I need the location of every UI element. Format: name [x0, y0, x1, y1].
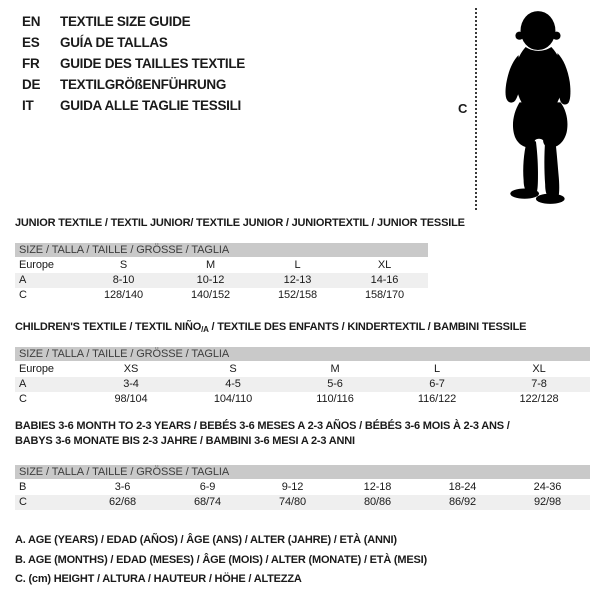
language-code: ES: [22, 35, 40, 50]
row-label: C: [19, 496, 27, 508]
language-title-list: [22, 11, 245, 116]
note-age-years: A. AGE (YEARS) / EDAD (AÑOS) / ÂGE (ANS) / ALTER (JAHRE) / ETÀ (ANNI): [15, 534, 397, 546]
table-row-age-years: [15, 377, 590, 392]
language-row-es: [22, 32, 245, 53]
table-cell: 62/68: [108, 496, 137, 508]
table-row-europe: [15, 362, 590, 377]
table-row-height: [15, 495, 590, 510]
table-cell: 92/98: [533, 496, 562, 508]
table-cell: 8-10: [112, 274, 135, 286]
table-row-europe: [15, 258, 428, 273]
table-cell: 3-4: [123, 378, 139, 390]
children-title-text: CHILDREN'S TEXTILE / TEXTIL NIÑO: [15, 321, 202, 333]
table-cell: 74/80: [278, 496, 307, 508]
height-measure-label: C: [458, 101, 468, 116]
table-cell: 12-18: [363, 481, 392, 493]
table-row-height: [15, 392, 590, 407]
table-cell: XL: [377, 259, 392, 271]
table-row-age-years: [15, 273, 428, 288]
guide-title-fr: GUIDE DES TAILLES TEXTILE: [60, 56, 246, 71]
legend-notes: [15, 531, 427, 590]
table-cell: 86/92: [448, 496, 477, 508]
row-label: C: [19, 289, 27, 301]
size-header-row: SIZE / TALLA / TAILLE / GRÖSSE / TAGLIA: [15, 465, 590, 479]
language-code: IT: [22, 98, 34, 113]
table-cell: S: [119, 259, 128, 271]
section-title-babies: [15, 419, 590, 449]
language-row-en: [22, 11, 245, 32]
table-cell: 128/140: [103, 289, 144, 301]
babies-size-table: [15, 465, 590, 510]
table-cell: 152/158: [277, 289, 318, 301]
language-row-de: [22, 74, 245, 95]
height-dotted-line: [475, 8, 477, 210]
guide-title-es: GUÍA DE TALLAS: [60, 35, 168, 50]
table-cell: M: [330, 363, 340, 375]
children-size-table: [15, 347, 590, 407]
row-label: Europe: [19, 259, 54, 271]
table-cell: XS: [123, 363, 139, 375]
guide-title-it: GUIDA ALLE TAGLIE TESSILI: [60, 98, 241, 113]
table-cell: 4-5: [225, 378, 241, 390]
table-cell: 116/122: [417, 393, 457, 405]
row-label: C: [19, 393, 27, 405]
table-cell: XL: [532, 363, 546, 375]
size-header-row: SIZE / TALLA / TAILLE / GRÖSSE / TAGLIA: [15, 243, 428, 257]
table-cell: 3-6: [114, 481, 131, 493]
table-row-height: [15, 288, 428, 303]
guide-title-en: TEXTILE SIZE GUIDE: [60, 14, 191, 29]
junior-size-table: [15, 243, 428, 303]
table-cell: 10-12: [196, 274, 225, 286]
table-cell: L: [433, 363, 441, 375]
table-cell: 24-36: [533, 481, 562, 493]
baby-height-figure: [448, 4, 598, 212]
size-header-row: SIZE / TALLA / TAILLE / GRÖSSE / TAGLIA: [15, 347, 590, 361]
table-cell: 14-16: [370, 274, 399, 286]
language-code: FR: [22, 56, 40, 71]
table-cell: M: [205, 259, 216, 271]
table-cell: 12-13: [283, 274, 312, 286]
language-row-it: [22, 95, 245, 116]
table-cell: 68/74: [193, 496, 222, 508]
table-cell: 158/170: [364, 289, 405, 301]
language-row-fr: [22, 53, 245, 74]
table-cell: 104/110: [213, 393, 253, 405]
table-cell: 5-6: [327, 378, 343, 390]
row-label: A: [19, 274, 27, 286]
row-label: Europe: [19, 363, 54, 375]
section-title-children: [15, 320, 526, 337]
table-cell: L: [294, 259, 301, 271]
table-cell: 6-7: [429, 378, 445, 390]
children-title-text-cont: / TEXTILE DES ENFANTS / KINDERTEXTIL / BAMBINI TESSILE: [208, 321, 527, 333]
section-title-junior: JUNIOR TEXTILE / TEXTIL JUNIOR/ TEXTILE JUNIOR / JUNIORTEXTIL / JUNIOR TESSILE: [15, 217, 465, 229]
row-label: B: [19, 481, 27, 493]
table-cell: 7-8: [531, 378, 547, 390]
language-code: EN: [22, 14, 41, 29]
table-cell: 80/86: [363, 496, 392, 508]
babies-title-line1: BABIES 3-6 MONTH TO 2-3 YEARS / BEBÉS 3-6 MESES A 2-3 AÑOS / BÉBÉS 3-6 MOIS À 2-3 ANS /: [15, 420, 510, 432]
children-title-subscript: /A: [201, 325, 209, 334]
table-cell: 6-9: [199, 481, 216, 493]
table-cell: 122/128: [519, 393, 559, 405]
table-row-age-months: [15, 480, 590, 495]
table-cell: 9-12: [281, 481, 304, 493]
baby-silhouette-icon: [487, 8, 591, 208]
table-cell: S: [229, 363, 237, 375]
row-label: A: [19, 378, 27, 390]
table-cell: 18-24: [448, 481, 477, 493]
table-cell: 98/104: [114, 393, 148, 405]
note-height: C. (cm) HEIGHT / ALTURA / HAUTEUR / HÖHE / ALTEZZA: [15, 573, 302, 585]
guide-title-de: TEXTILGRÖßENFÜHRUNG: [60, 77, 227, 92]
note-age-months: B. AGE (MONTHS) / EDAD (MESES) / ÂGE (MOIS) / ALTER (MONATE) / ETÀ (MESI): [15, 553, 427, 566]
table-cell: 140/152: [190, 289, 231, 301]
language-code: DE: [22, 77, 41, 92]
babies-title-line2: BABYS 3-6 MONATE BIS 2-3 JAHRE / BAMBINI 3-6 MESI A 2-3 ANNI: [15, 435, 355, 447]
table-cell: 110/116: [316, 393, 354, 405]
